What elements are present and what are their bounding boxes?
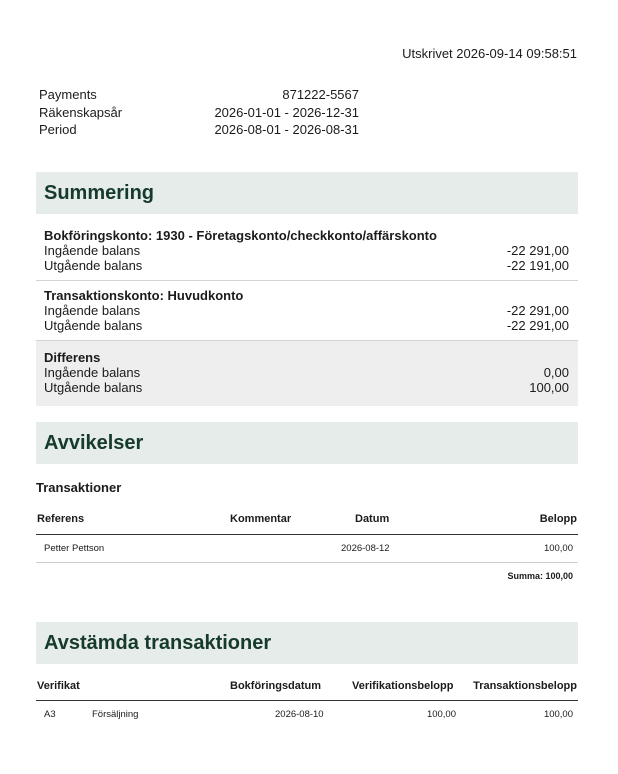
summary-row-label: Utgående balans [44,380,143,395]
cell-amount: 100,00 [543,543,573,554]
summary-row-value: -22 291,00 [506,243,569,258]
summary-row [44,318,569,333]
summary-row-value: -22 291,00 [506,303,569,318]
section-heading-reconciled: Avstämda transaktioner [36,622,578,664]
column-header-booking-date: Bokföringsdatum [230,680,322,692]
column-header-comment: Kommentar [230,513,292,525]
summary-block-title: Differens [44,350,101,365]
cell-date: 2026-08-12 [341,543,390,554]
meta-label: Payments [39,87,97,102]
column-header-amount: Belopp [539,513,577,525]
summary-row-label: Utgående balans [44,258,143,273]
column-header-transaction-amount: Transaktionsbelopp [473,680,577,692]
summary-row [44,380,569,395]
table-row-rule [36,562,578,563]
summary-row [44,243,569,258]
subheading-transactions: Transaktioner [36,480,122,495]
summary-row-value: 100,00 [529,380,569,395]
summary-row-label: Ingående balans [44,365,141,380]
column-header-reference: Referens [37,513,85,525]
cell-reference: Petter Pettson [44,543,105,554]
meta-value: 2026-08-01 - 2026-08-31 [214,122,359,137]
column-header-date: Datum [355,513,390,525]
table-header-rule [36,534,578,535]
meta-value: 2026-01-01 - 2026-12-31 [214,104,359,120]
summary-block-bookkeeping-account [36,229,578,280]
column-header-voucher: Verifikat [37,680,80,692]
meta-value: 871222-5567 [282,87,359,102]
printed-timestamp: Utskrivet 2026-09-14 09:58:51 [402,46,577,61]
meta-row-period [39,121,359,139]
summary-row-value: -22 191,00 [506,258,569,273]
cell-voucher-amount: 100,00 [426,709,456,720]
cell-transaction-amount: 100,00 [543,709,573,720]
section-heading-avvikelser: Avvikelser [36,422,578,464]
summary-row [44,303,569,318]
meta-label: Period [39,122,77,137]
cell-voucher-text: Försäljning [92,709,139,720]
summary-block-title: Bokföringskonto: 1930 - Företagskonto/checkkonto/affärskonto [44,228,437,243]
meta-row-company [39,86,359,104]
meta-label: Räkenskapsår [39,104,123,120]
summary-block-title: Transaktionskonto: Huvudkonto [44,288,244,303]
summary-row-value: 0,00 [543,365,569,380]
column-header-voucher-amount: Verifikationsbelopp [352,680,454,692]
table-sum: Summa: 100,00 [507,571,573,581]
summary-row [44,258,569,273]
summary-row-label: Ingående balans [44,303,141,318]
summary-row-value: -22 291,00 [506,318,569,333]
summary-row-label: Ingående balans [44,243,141,258]
table-header-rule [36,700,578,701]
cell-booking-date: 2026-08-10 [275,709,324,720]
summary-row [44,365,569,380]
summary-block-difference [36,341,578,406]
cell-voucher: A3 [44,709,56,720]
summary-block-transaction-account [36,289,578,340]
summary-row-label: Utgående balans [44,318,143,333]
summary-divider [36,280,578,281]
section-heading-summering: Summering [36,172,578,214]
meta-row-fiscal-year [39,104,359,122]
report-meta [39,86,359,139]
